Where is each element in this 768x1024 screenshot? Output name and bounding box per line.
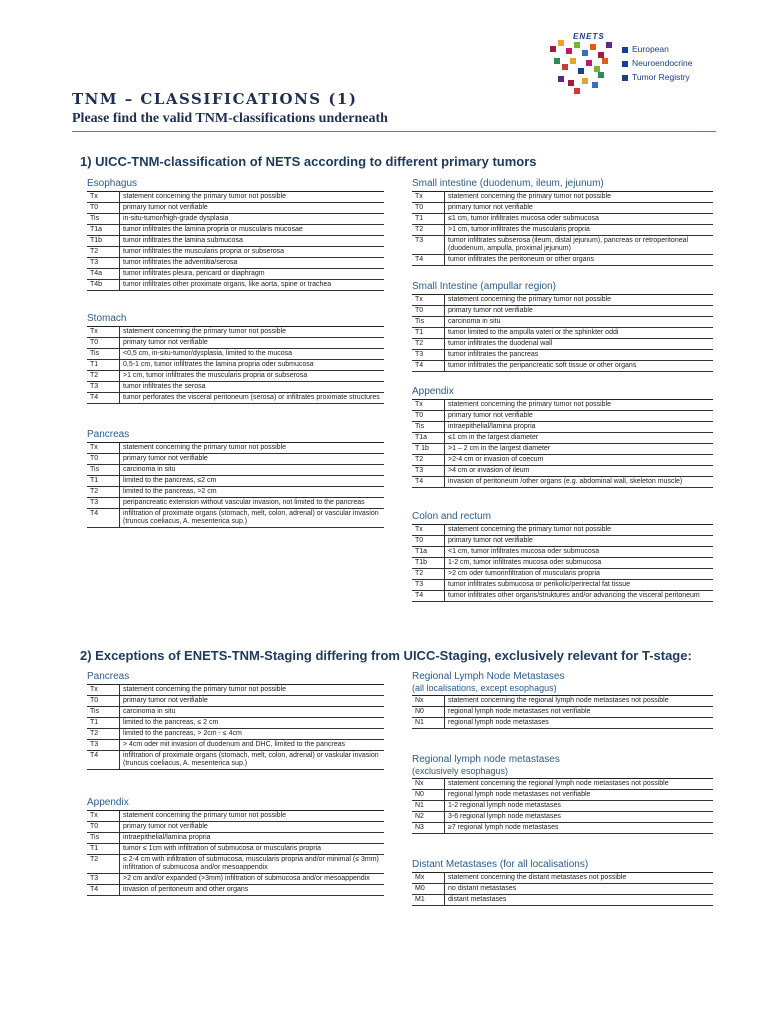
- table-subtitle: (exclusively esophagus): [412, 766, 509, 776]
- stage-description: tumor infiltrates the pancreas: [445, 350, 714, 361]
- table-title: Pancreas: [87, 671, 130, 682]
- stage-description: tumor ≤ 1cm with infiltration of submucosa or muscularis propria: [120, 844, 385, 855]
- table-row: [87, 360, 384, 371]
- stage-code: Mx: [412, 873, 445, 884]
- stage-description: statement concerning the primary tumor not possible: [445, 295, 714, 306]
- stage-description: ≥7 regional lymph node metastases: [445, 823, 714, 834]
- logo-line: European: [622, 44, 669, 54]
- table-row: [87, 751, 384, 770]
- stage-code: Tis: [87, 214, 120, 225]
- stage-code: T3: [87, 874, 120, 885]
- stage-description: primary tumor not verifiable: [445, 411, 714, 422]
- table-row: [412, 225, 713, 236]
- stage-description: tumor limited to the ampulla vateri or the sphinkter oddi: [445, 328, 714, 339]
- stage-code: T1a: [87, 225, 120, 236]
- stage-code: Tis: [87, 833, 120, 844]
- table-row: [87, 874, 384, 885]
- stage-description: > 4cm oder mit invasion of duodenum and DHC, limited to the pancreas: [120, 740, 385, 751]
- table-row: [412, 569, 713, 580]
- stage-description: statement concerning the primary tumor not possible: [445, 525, 714, 536]
- stage-code: T2: [412, 339, 445, 350]
- stage-description: >1 cm, tumor infiltrates the muscularis propria: [445, 225, 714, 236]
- stage-code: Tis: [412, 422, 445, 433]
- table-row: [87, 327, 384, 338]
- stage-code: T4b: [87, 280, 120, 291]
- page-title: TNM – CLASSIFICATIONS (1): [72, 90, 358, 108]
- table-row: [412, 444, 713, 455]
- table-row: [412, 525, 713, 536]
- table-row: [87, 487, 384, 498]
- stage-code: Tx: [87, 327, 120, 338]
- stage-description: ≤1 cm in the largest diameter: [445, 433, 714, 444]
- tnm-table: [87, 191, 384, 291]
- stage-description: tumor infiltrates pleura, pericard or diaphragm: [120, 269, 385, 280]
- stage-code: T 1b: [412, 444, 445, 455]
- tnm-block: [412, 671, 713, 729]
- table-row: [412, 790, 713, 801]
- logo-line: Neuroendocrine: [622, 58, 692, 68]
- stage-description: statement concerning the primary tumor not possible: [445, 400, 714, 411]
- stage-description: >1 – 2 cm in the largest diameter: [445, 444, 714, 455]
- table-row: [412, 361, 713, 372]
- logo-brand: ENETS: [573, 32, 605, 41]
- stage-description: tumor infiltrates the serosa: [120, 382, 385, 393]
- table-row: [412, 558, 713, 569]
- tnm-table: [412, 524, 713, 602]
- stage-description: infiltration of proximate organs (stomach, melt, colon, adrenal) or vaskular invasion (truncus coeliacus, A. mesenterica sup.): [120, 751, 385, 770]
- stage-code: T0: [412, 411, 445, 422]
- stage-code: T4: [87, 751, 120, 770]
- tnm-block: [87, 313, 384, 404]
- tnm-table: [412, 695, 713, 729]
- table-row: [412, 192, 713, 203]
- tnm-table: [412, 191, 713, 266]
- stage-description: limited to the pancreas, >2 cm: [120, 487, 385, 498]
- stage-code: T4: [412, 591, 445, 602]
- stage-code: T1: [412, 214, 445, 225]
- stage-description: primary tumor not verifiable: [445, 536, 714, 547]
- header-divider: [72, 131, 716, 132]
- stage-code: T1b: [412, 558, 445, 569]
- stage-description: carcinoma in situ: [120, 465, 385, 476]
- stage-code: Tx: [87, 443, 120, 454]
- table-row: [87, 443, 384, 454]
- stage-description: regional lymph node metastases: [445, 718, 714, 729]
- table-row: [87, 476, 384, 487]
- stage-code: T3: [412, 466, 445, 477]
- table-row: [87, 696, 384, 707]
- tnm-block: [412, 281, 713, 372]
- stage-description: carcinoma in situ: [120, 707, 385, 718]
- stage-code: T3: [412, 350, 445, 361]
- table-row: [87, 214, 384, 225]
- stage-code: T3: [87, 740, 120, 751]
- stage-description: tumor infiltrates the peripancreatic soft tissue or other organs: [445, 361, 714, 372]
- stage-description: primary tumor not verifiable: [120, 822, 385, 833]
- stage-code: T1a: [412, 433, 445, 444]
- stage-description: limited to the pancreas, ≤2 cm: [120, 476, 385, 487]
- table-row: [87, 192, 384, 203]
- stage-code: T2: [87, 729, 120, 740]
- stage-code: Tx: [412, 525, 445, 536]
- table-row: [87, 844, 384, 855]
- stage-code: T4: [412, 255, 445, 266]
- table-row: [87, 833, 384, 844]
- stage-description: primary tumor not verifiable: [120, 203, 385, 214]
- table-row: [412, 295, 713, 306]
- stage-description: statement concerning the primary tumor not possible: [445, 192, 714, 203]
- table-row: [412, 696, 713, 707]
- stage-description: tumor infiltrates the muscularis propria or subserosa: [120, 247, 385, 258]
- table-title: Small intestine (duodenum, ileum, jejunum): [412, 178, 604, 189]
- table-row: [412, 466, 713, 477]
- table-row: [87, 718, 384, 729]
- stage-code: N1: [412, 801, 445, 812]
- stage-description: >2-4 cm or invasion of coecum: [445, 455, 714, 466]
- table-row: [412, 779, 713, 790]
- table-row: [412, 411, 713, 422]
- stage-code: T3: [412, 236, 445, 255]
- stage-code: T1: [87, 718, 120, 729]
- table-row: [412, 873, 713, 884]
- stage-code: T2: [87, 855, 120, 874]
- table-row: [87, 498, 384, 509]
- stage-code: T3: [87, 258, 120, 269]
- stage-description: primary tumor not verifiable: [445, 306, 714, 317]
- table-row: [87, 465, 384, 476]
- stage-code: T0: [87, 203, 120, 214]
- stage-description: tumor infiltrates the duodenal wall: [445, 339, 714, 350]
- stage-code: Tx: [87, 811, 120, 822]
- table-title: Pancreas: [87, 429, 130, 440]
- tnm-block: [412, 178, 713, 266]
- table-row: [412, 536, 713, 547]
- table-row: [412, 812, 713, 823]
- stage-description: regional lymph node metastases not verifiable: [445, 707, 714, 718]
- table-row: [412, 328, 713, 339]
- table-row: [87, 707, 384, 718]
- tnm-table: [87, 326, 384, 404]
- stage-code: Tx: [412, 192, 445, 203]
- stage-description: <0,5 cm, in-situ-tumor/dysplasia, limited to the mucosa: [120, 349, 385, 360]
- table-title: Esophagus: [87, 178, 138, 189]
- stage-code: N0: [412, 790, 445, 801]
- tnm-block: [412, 386, 713, 488]
- stage-code: Tis: [87, 707, 120, 718]
- table-row: [87, 247, 384, 258]
- stage-description: tumor infiltrates other proximate organs, like aorta, spine or trachea: [120, 280, 385, 291]
- stage-description: tumor infiltrates subserosa (ileum, distal jejunum), pancreas or retroperitoneal (duodenum, ampulla, proximal jejunum): [445, 236, 714, 255]
- stage-code: T4: [87, 509, 120, 528]
- tnm-block: [412, 754, 713, 834]
- stage-description: 0,5-1 cm, tumor infiltrates the lamina propria oder submucosa: [120, 360, 385, 371]
- table-title: Distant Metastases (for all localisations): [412, 859, 589, 870]
- tnm-block: [87, 671, 384, 770]
- stage-description: <1 cm, tumor infiltrates mucosa oder submucosa: [445, 547, 714, 558]
- stage-code: T0: [87, 822, 120, 833]
- table-title: Regional Lymph Node Metastases: [412, 671, 565, 682]
- stage-description: intraepithelial/lamina propria: [445, 422, 714, 433]
- tnm-block: [87, 429, 384, 528]
- stage-code: T2: [87, 487, 120, 498]
- stage-description: limited to the pancreas, ≤ 2 cm: [120, 718, 385, 729]
- table-row: [412, 477, 713, 488]
- stage-description: invasion of peritoneum /other organs (e.g. abdominal wall, skeleton muscle): [445, 477, 714, 488]
- stage-description: infiltration of proximate organs (stomach, melt, colon, adrenal) or vascular invasion (truncus coeliacus, A. mesenterica sup.): [120, 509, 385, 528]
- table-title: Appendix: [87, 797, 129, 808]
- table-row: [87, 258, 384, 269]
- stage-description: peripancreatic extension without vascular invasion, not limited to the pancreas: [120, 498, 385, 509]
- table-row: [412, 422, 713, 433]
- stage-code: T4: [412, 477, 445, 488]
- stage-code: Nx: [412, 779, 445, 790]
- stage-description: statement concerning the primary tumor not possible: [120, 811, 385, 822]
- table-row: [412, 236, 713, 255]
- stage-description: statement concerning the regional lymph node metastases not possible: [445, 696, 714, 707]
- stage-description: carcinoma in situ: [445, 317, 714, 328]
- table-row: [87, 454, 384, 465]
- table-row: [412, 455, 713, 466]
- table-row: [87, 685, 384, 696]
- stage-description: statement concerning the primary tumor not possible: [120, 685, 385, 696]
- stage-description: >2 cm oder tumorinfiltration of muscularis propria: [445, 569, 714, 580]
- stage-code: T1b: [87, 236, 120, 247]
- stage-code: T4: [87, 885, 120, 896]
- stage-code: Nx: [412, 696, 445, 707]
- stage-code: T2: [412, 225, 445, 236]
- section-heading: 2) Exceptions of ENETS-TNM-Staging differing from UICC-Staging, exclusively relevant for T-stage:: [80, 648, 692, 663]
- table-row: [412, 707, 713, 718]
- table-row: [87, 822, 384, 833]
- table-row: [412, 718, 713, 729]
- stage-code: Tx: [412, 400, 445, 411]
- table-row: [412, 823, 713, 834]
- table-row: [412, 433, 713, 444]
- stage-code: N3: [412, 823, 445, 834]
- stage-description: >1 cm, tumor infiltrates the muscularis propria or subserosa: [120, 371, 385, 382]
- table-row: [87, 382, 384, 393]
- table-title: Small Intestine (ampullar region): [412, 281, 556, 292]
- table-row: [87, 269, 384, 280]
- logo-line: Tumor Registry: [622, 72, 690, 82]
- page-subtitle: Please find the valid TNM-classifications underneath: [72, 111, 388, 126]
- stage-description: statement concerning the primary tumor not possible: [120, 443, 385, 454]
- stage-code: N2: [412, 812, 445, 823]
- stage-description: primary tumor not verifiable: [445, 203, 714, 214]
- table-row: [412, 580, 713, 591]
- stage-code: T3: [87, 382, 120, 393]
- stage-description: tumor infiltrates submucosa or perikolic/perirectal fat tissue: [445, 580, 714, 591]
- table-subtitle: (all localisations, except esophagus): [412, 683, 557, 693]
- stage-code: T1: [87, 476, 120, 487]
- stage-description: statement concerning the regional lymph node metastases not possible: [445, 779, 714, 790]
- stage-code: T0: [412, 536, 445, 547]
- stage-code: T4a: [87, 269, 120, 280]
- enets-logo: [548, 28, 718, 98]
- stage-code: M0: [412, 884, 445, 895]
- stage-description: statement concerning the primary tumor not possible: [120, 192, 385, 203]
- table-row: [87, 393, 384, 404]
- tnm-table: [412, 399, 713, 488]
- table-row: [412, 591, 713, 602]
- table-row: [412, 255, 713, 266]
- stage-code: T2: [87, 371, 120, 382]
- stage-description: ≤1 cm, tumor infiltrates mucosa oder submucosa: [445, 214, 714, 225]
- stage-description: intraepithelial/lamina propria: [120, 833, 385, 844]
- stage-code: Tis: [87, 349, 120, 360]
- stage-description: ≤ 2-4 cm with infiltration of submucosa, muscularis propria and/or minimal (≤ 3mm) infiltration of submucosa and/or mesoappendix: [120, 855, 385, 874]
- stage-description: no distant metastases: [445, 884, 714, 895]
- stage-description: 1-2 regional lymph node metastases: [445, 801, 714, 812]
- stage-code: M1: [412, 895, 445, 906]
- stage-code: T0: [412, 306, 445, 317]
- stage-code: T0: [87, 454, 120, 465]
- stage-code: T4: [87, 393, 120, 404]
- stage-code: T3: [87, 498, 120, 509]
- stage-description: tumor infiltrates the peritoneum or other organs: [445, 255, 714, 266]
- table-row: [87, 885, 384, 896]
- table-row: [87, 203, 384, 214]
- table-row: [87, 811, 384, 822]
- table-row: [87, 280, 384, 291]
- table-row: [87, 855, 384, 874]
- stage-description: tumor infiltrates the adventitia/serosa: [120, 258, 385, 269]
- table-row: [412, 400, 713, 411]
- stage-code: T1: [412, 328, 445, 339]
- table-row: [87, 729, 384, 740]
- stage-description: primary tumor not verifiable: [120, 454, 385, 465]
- stage-description: limited to the pancreas, > 2cm - ≤ 4cm: [120, 729, 385, 740]
- tnm-block: [87, 178, 384, 291]
- stage-code: N1: [412, 718, 445, 729]
- table-row: [87, 225, 384, 236]
- table-title: Stomach: [87, 313, 127, 324]
- stage-description: 3-6 regional lymph node metastases: [445, 812, 714, 823]
- tnm-block: [412, 511, 713, 602]
- stage-code: T0: [412, 203, 445, 214]
- table-row: [87, 371, 384, 382]
- table-row: [412, 884, 713, 895]
- table-row: [412, 339, 713, 350]
- table-row: [412, 203, 713, 214]
- stage-description: statement concerning the primary tumor not possible: [120, 327, 385, 338]
- stage-code: T3: [412, 580, 445, 591]
- stage-description: statement concerning the distant metastases not possible: [445, 873, 714, 884]
- section-heading: 1) UICC-TNM-classification of NETS according to different primary tumors: [80, 154, 537, 169]
- stage-description: primary tumor not verifiable: [120, 696, 385, 707]
- tnm-table: [87, 810, 384, 896]
- tnm-table: [412, 778, 713, 834]
- table-title: Regional lymph node metastases: [412, 754, 560, 765]
- stage-description: tumor perforates the visceral peritoneum (serosa) or infiltrates proximate structures: [120, 393, 385, 404]
- table-row: [412, 547, 713, 558]
- table-row: [412, 317, 713, 328]
- stage-code: T1: [87, 360, 120, 371]
- stage-description: tumor infiltrates the lamina propria or muscularis mucosae: [120, 225, 385, 236]
- table-row: [412, 306, 713, 317]
- stage-description: distant metastases: [445, 895, 714, 906]
- table-row: [87, 349, 384, 360]
- table-row: [87, 236, 384, 247]
- stage-code: T2: [412, 455, 445, 466]
- tnm-table: [412, 294, 713, 372]
- tnm-table: [87, 684, 384, 770]
- stage-code: Tx: [87, 685, 120, 696]
- stage-code: T0: [87, 338, 120, 349]
- stage-code: Tx: [412, 295, 445, 306]
- tnm-block: [412, 859, 713, 906]
- table-row: [87, 338, 384, 349]
- stage-description: invasion of peritoneum and other organs: [120, 885, 385, 896]
- stage-code: Tx: [87, 192, 120, 203]
- tnm-table: [87, 442, 384, 528]
- stage-code: T1: [87, 844, 120, 855]
- tnm-block: [87, 797, 384, 896]
- stage-code: T1a: [412, 547, 445, 558]
- stage-code: Tis: [412, 317, 445, 328]
- table-row: [412, 895, 713, 906]
- table-row: [412, 350, 713, 361]
- table-row: [412, 214, 713, 225]
- stage-code: T4: [412, 361, 445, 372]
- stage-description: in-situ-tumor/high-grade dysplasia: [120, 214, 385, 225]
- table-row: [412, 801, 713, 812]
- stage-description: >2 cm and/or expanded (>3mm) infiltration of submucosa and/or mesoappendix: [120, 874, 385, 885]
- stage-description: tumor infiltrates other organs/struktures and/or advancing the visceral peritoneum: [445, 591, 714, 602]
- stage-description: >4 cm or invasion of ileum: [445, 466, 714, 477]
- stage-description: primary tumor not verifiable: [120, 338, 385, 349]
- stage-code: Tis: [87, 465, 120, 476]
- stage-code: T0: [87, 696, 120, 707]
- table-title: Colon and rectum: [412, 511, 491, 522]
- table-row: [87, 740, 384, 751]
- stage-description: 1-2 cm, tumor infiltrates mucosa oder submucosa: [445, 558, 714, 569]
- stage-code: N0: [412, 707, 445, 718]
- table-title: Appendix: [412, 386, 454, 397]
- tnm-table: [412, 872, 713, 906]
- stage-code: T2: [87, 247, 120, 258]
- stage-description: tumor infiltrates the lamina submucosa: [120, 236, 385, 247]
- stage-description: regional lymph node metastases not verifiable: [445, 790, 714, 801]
- stage-code: T2: [412, 569, 445, 580]
- table-row: [87, 509, 384, 528]
